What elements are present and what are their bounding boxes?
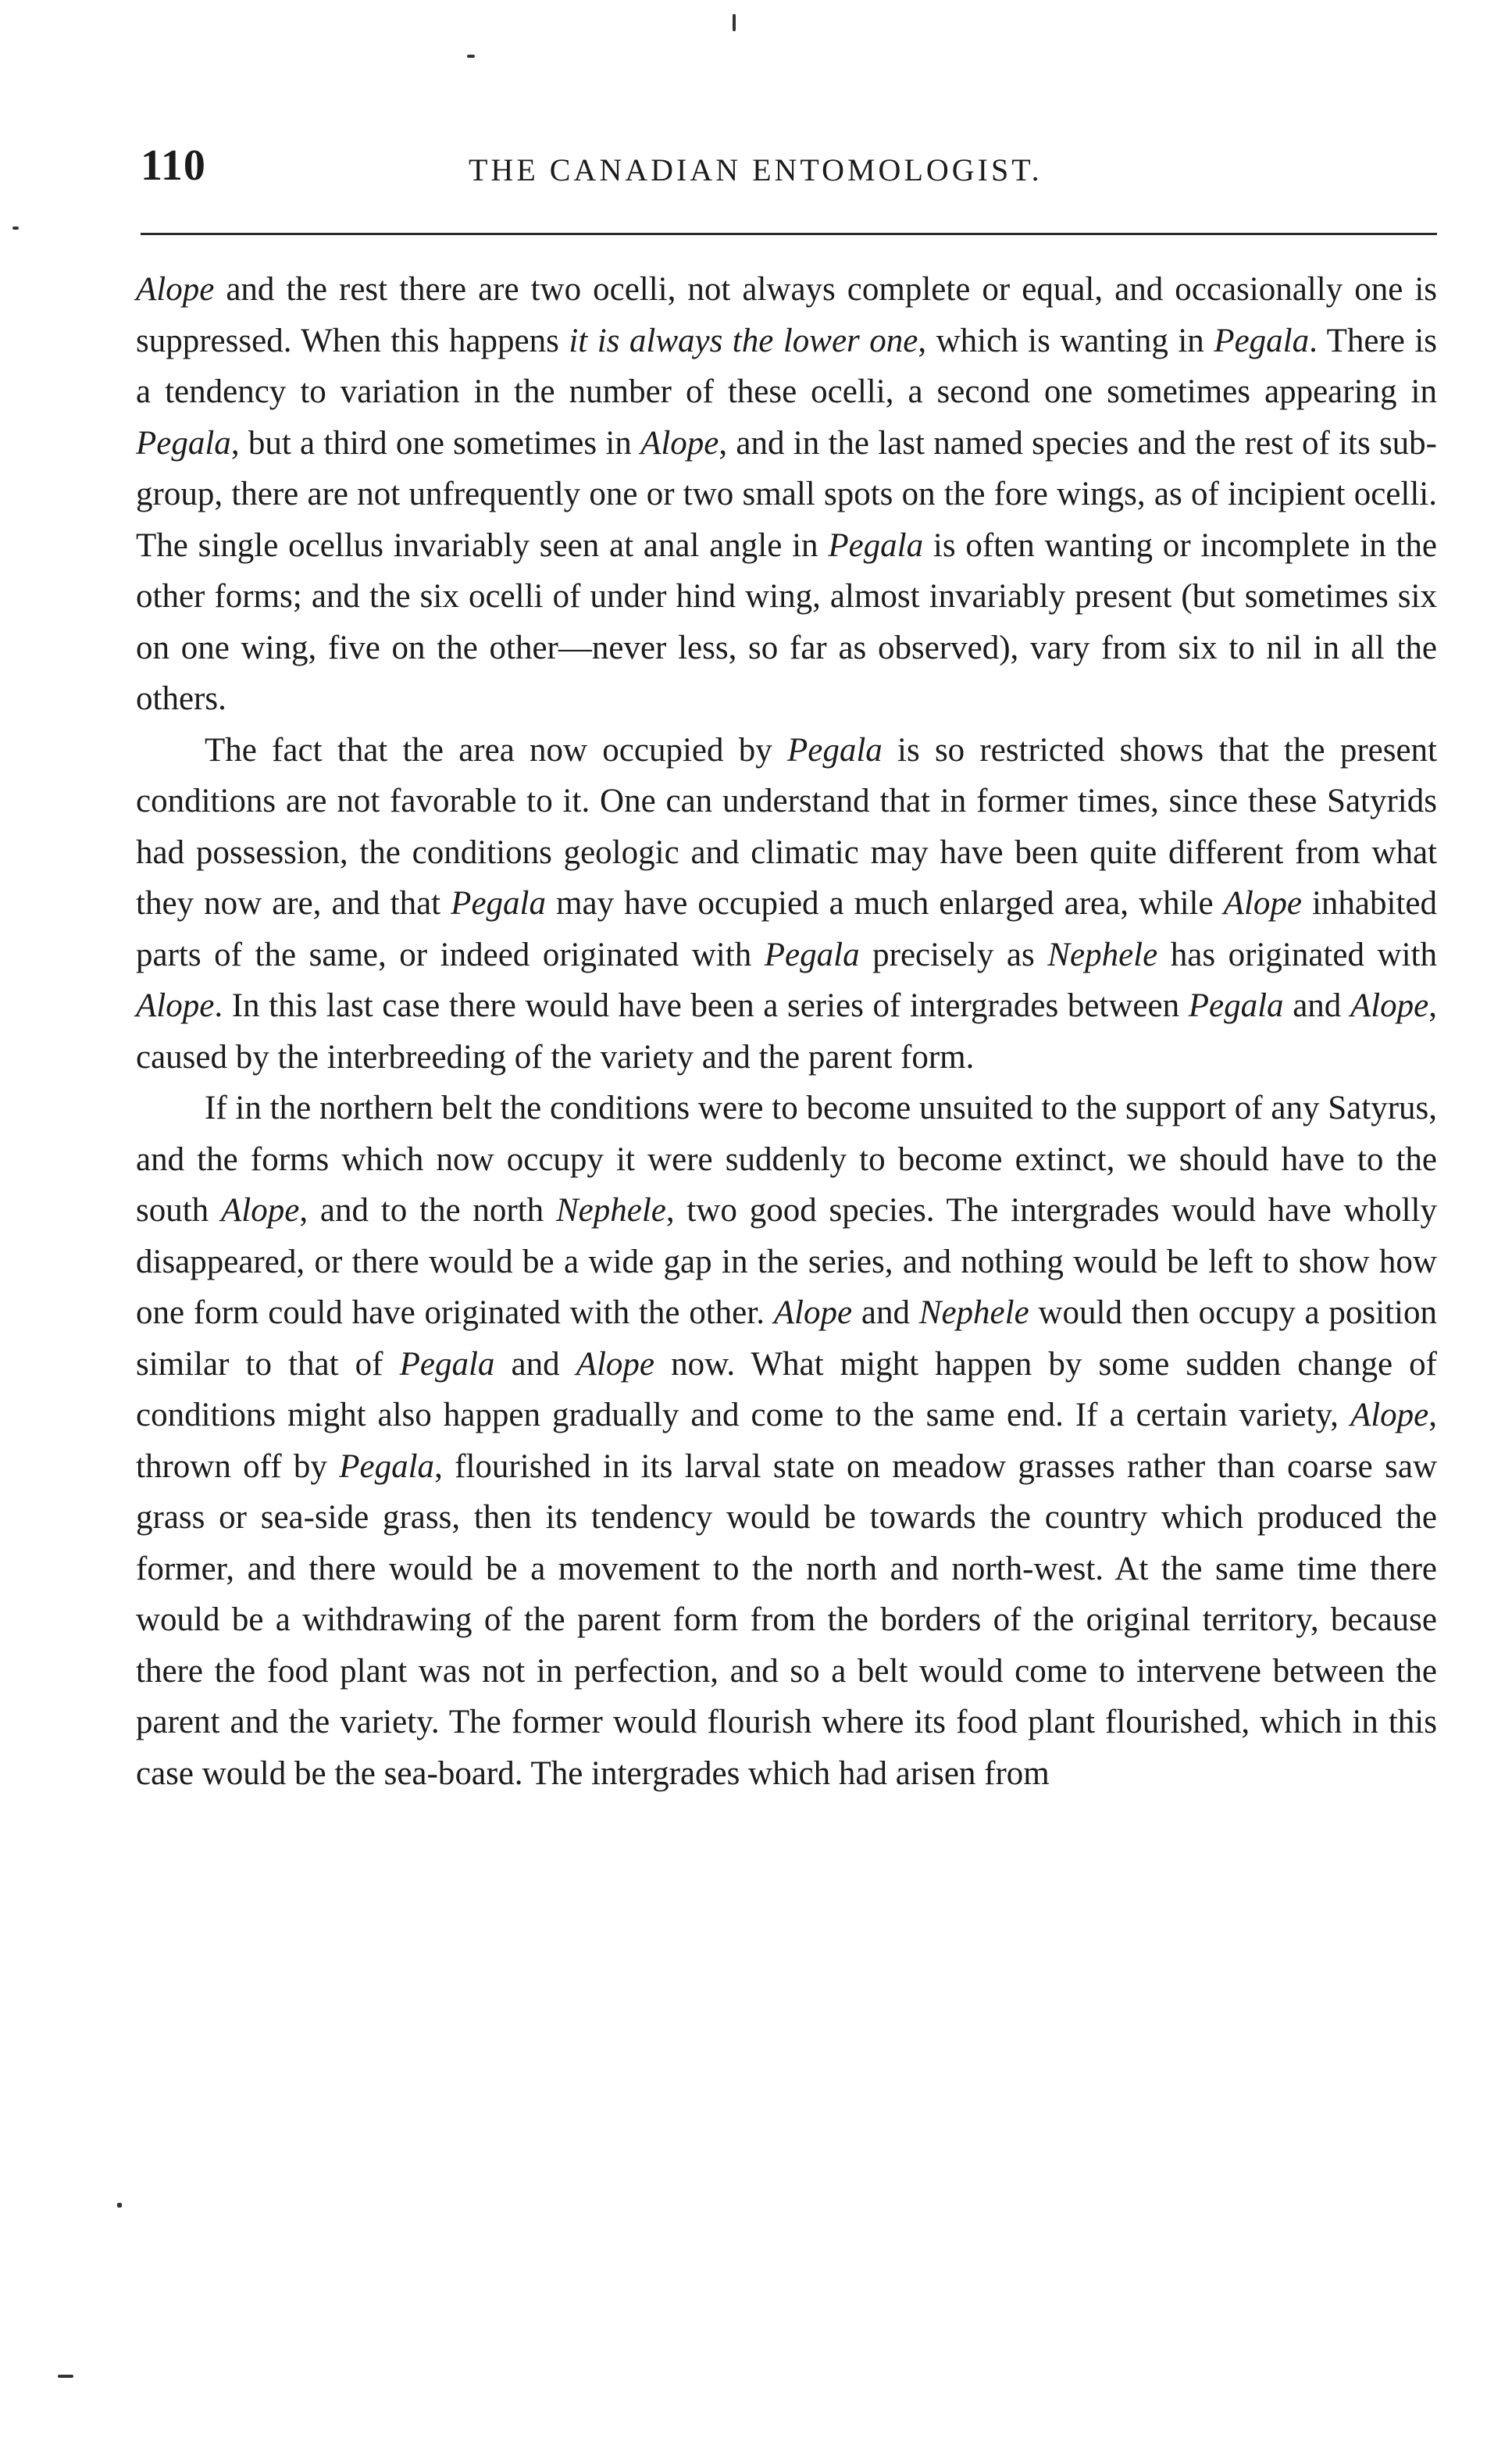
text-run: If in the northern belt the conditions were to become unsuited to the support of any Satyrus, and the forms which now occupy it were suddenly to become extinct, we should have to the south [136,1090,1437,1229]
text-run: The fact that the area now occupied by [205,731,787,769]
italic-term: Alope [576,1345,655,1383]
italic-term: Alope [1350,1397,1429,1433]
text-run: , flourished in its larval state on meadow grasses rather than coarse saw grass or sea-side grass, then its tendency would be towards the country which produced the former, and there would be a movement to the north and north-west. At the same time there would be a withdrawing of the parent form from the borders of the original territory, because there the food plant was not in perfection, and so a belt would come to intervene between the parent and the variety. The former would flourish where its food plant flourished, which in this case would be the sea-board. The intergrades which had arisen from [136,1447,1437,1792]
italic-term: Alope [640,424,719,462]
text-run: would then occupy a position similar to that of [136,1294,1437,1383]
italic-term: Pegala [764,936,860,973]
text-run: , which is wanting in [918,322,1214,359]
scan-speck [733,14,736,31]
text-run: , and in the last named species and the rest of its sub-group, there are not unfrequently one or two small spots on the fore wings, as of incipient ocelli. The single ocellus invariably seen at anal angle in [136,424,1437,564]
text-run: has originated with [1157,936,1437,973]
text-run: . In this last case there would have been a series of intergrades between [214,987,1189,1024]
paragraph [136,1083,1437,1799]
italic-term: Alope [1223,885,1302,922]
italic-term: Alope [136,987,215,1024]
italic-term: Pegala [786,731,883,769]
italic-term: Alope [136,271,215,308]
italic-term: Pegala [451,885,546,922]
italic-term: Pegala [828,526,924,564]
text-run: is often wanting or incomplete in the other forms; and the six ocelli of under hind wing, almost invariably present (but sometimes six on one wing, five on the other—never less, so far as observed), vary from six to nil in all the others. [136,526,1438,717]
italic-term: Pegala [136,424,231,462]
italic-term: Pegala [1214,322,1310,359]
text-run: may have occupied a much enlarged area, while [545,885,1224,922]
italic-term: Pegala [1188,987,1284,1024]
italic-term: Alope [221,1192,300,1229]
text-run: and [852,1294,919,1331]
text-run: , and to the north [299,1192,556,1229]
text-run: , caused by the interbreeding of the variety and the parent form. [136,987,1437,1076]
italic-term: Alope [773,1294,853,1331]
body-text [136,264,1437,1799]
paragraph [136,725,1437,1083]
header-rule [141,233,1437,235]
text-run: , thrown off by [136,1397,1437,1485]
page-number: 110 [141,141,206,190]
text-run: and the rest there are two ocelli, not always complete or equal, and occasionally one is suppressed. When this happens [136,271,1437,359]
italic-term: Nephele [1047,936,1158,973]
italic-term: Nephele [918,1294,1029,1331]
text-run: and [1283,987,1350,1024]
scan-speck [117,2203,122,2208]
text-run: inhabited parts of the same, or indeed originated with [136,885,1437,973]
text-run: and [494,1345,576,1383]
text-run: , two good species. The intergrades would have wholly disappeared, or there would be a wide gap in the series, and nothing would be left to show how one form could have originated with the other. [136,1192,1437,1331]
scan-speck [12,227,19,230]
scan-speck [58,2375,73,2378]
text-run: , but a third one sometimes in [230,424,641,462]
italic-term: Alope [1350,987,1429,1024]
running-title: THE CANADIAN ENTOMOLOGIST. [469,152,1043,187]
text-run: now. What might happen by some sudden change of conditions might also happen gradually and come to the same end. If a certain variety, [136,1345,1437,1433]
text-run: . There is a tendency to variation in the number of these ocelli, a second one sometimes appearing in [136,322,1437,410]
italic-term: it is always the lower one [569,322,918,359]
italic-term: Nephele [555,1192,666,1229]
italic-term: Pegala [399,1345,495,1383]
scan-speck [467,55,475,58]
page-header [141,141,1437,195]
text-run: precisely as [859,936,1048,973]
paragraph [136,264,1437,725]
italic-term: Pegala [339,1447,435,1485]
text-run: is so restricted shows that the present conditions are not favorable to it. One can understand that in former times, since these Satyrids had possession, the conditions geologic and climatic may have been quite different from what they now are, and that [136,731,1437,922]
